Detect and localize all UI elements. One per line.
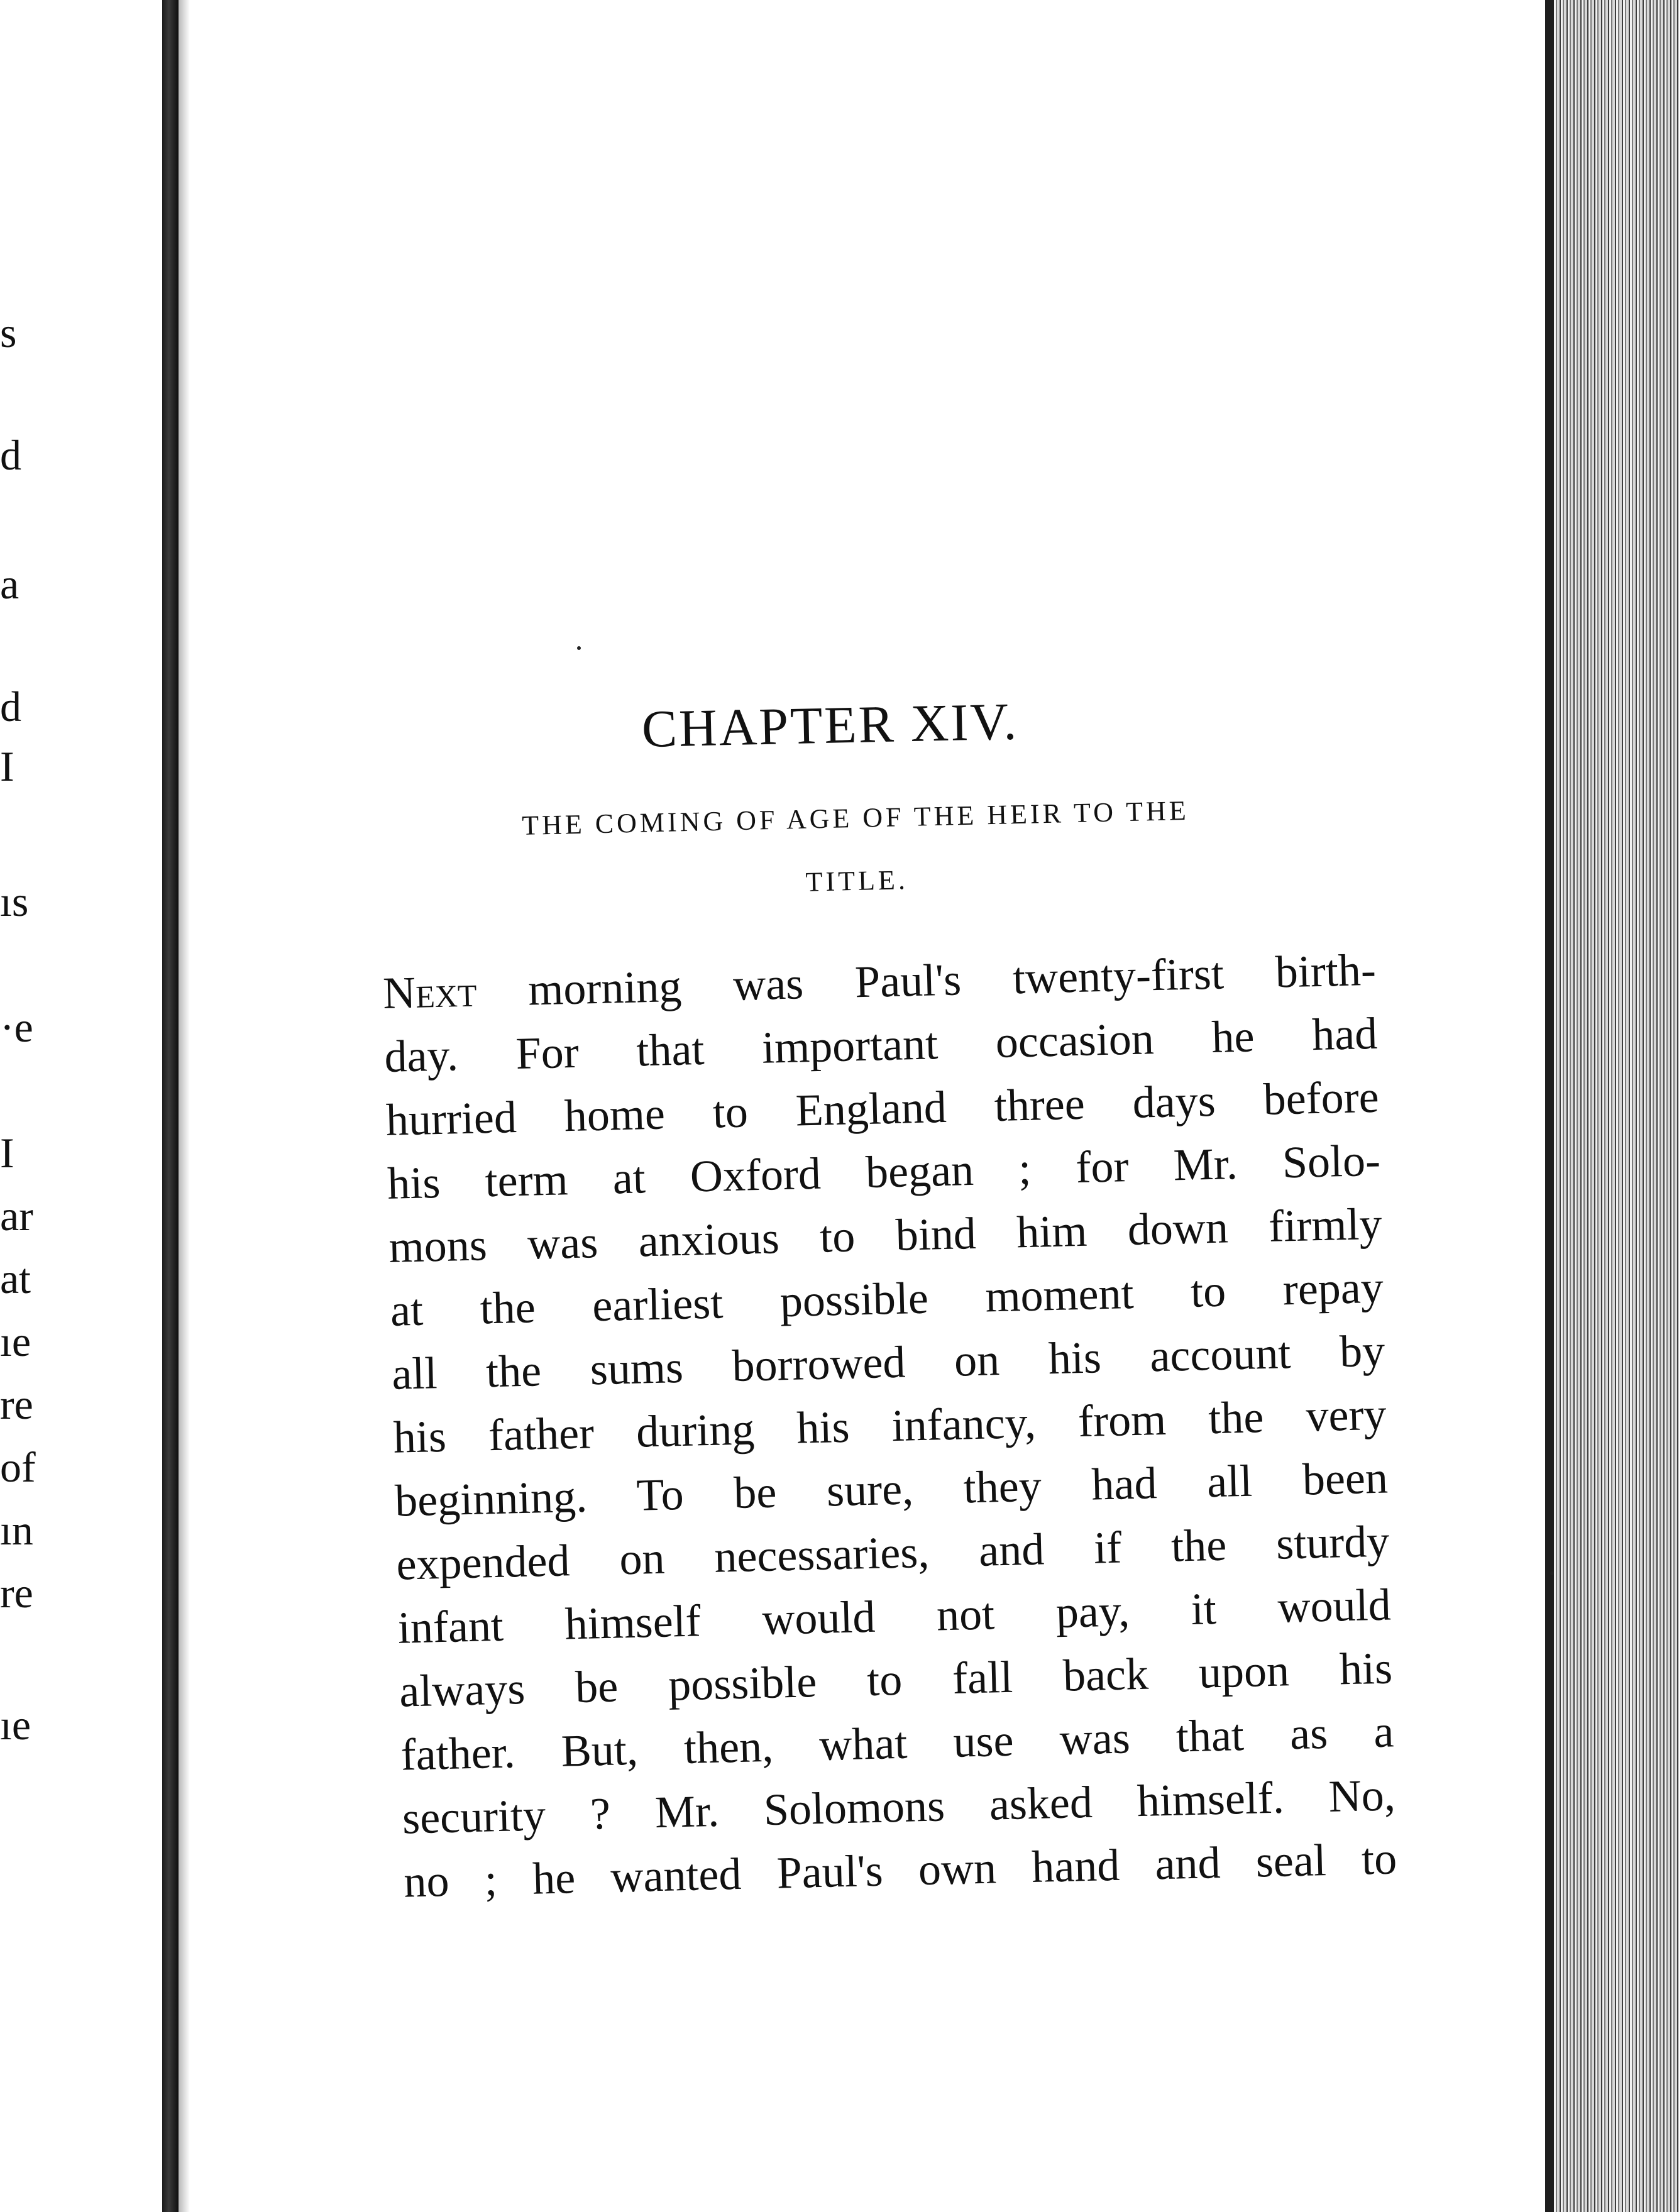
body-line: at the earliest possible moment to repay bbox=[390, 1262, 1384, 1336]
left-page-fragment: re bbox=[0, 1380, 33, 1428]
left-page-fragment: a bbox=[0, 560, 19, 608]
body-line: no ; he wanted Paul's own hand and seal to bbox=[403, 1833, 1397, 1907]
left-page-fragment: at bbox=[0, 1255, 31, 1302]
left-page-fragment: ıs bbox=[0, 878, 29, 925]
left-page-fragment: of bbox=[0, 1443, 36, 1491]
left-page-fragment: ıe bbox=[0, 1701, 31, 1749]
left-page-fragment: d bbox=[0, 683, 21, 730]
body-text bbox=[382, 938, 1397, 1914]
left-page-fragment: I bbox=[0, 1129, 14, 1177]
left-facing-page bbox=[0, 0, 163, 2212]
body-line: infant himself would not pay, it would bbox=[397, 1579, 1392, 1653]
gutter-shadow bbox=[179, 0, 190, 2212]
chapter-subtitle-line: THE COMING OF AGE OF THE HEIR TO THE bbox=[521, 795, 1190, 841]
chapter-subtitle bbox=[409, 777, 1304, 923]
body-line: expended on necessaries, and if the sturdy bbox=[395, 1516, 1390, 1590]
body-line: father. But, then, what use was that as a bbox=[400, 1706, 1395, 1780]
book-page-edges bbox=[1554, 0, 1679, 2212]
body-line: always be possible to fall back upon his bbox=[399, 1642, 1393, 1717]
left-page-fragment: I bbox=[0, 742, 14, 790]
left-page-fragment: d bbox=[0, 431, 21, 479]
left-page-fragment: ·e bbox=[0, 1003, 33, 1051]
book-gutter bbox=[162, 0, 179, 2212]
left-page-fragment: s bbox=[0, 309, 17, 356]
body-line: security ? Mr. Solomons asked himself. No, bbox=[402, 1769, 1396, 1844]
chapter-title: CHAPTER XIV. bbox=[641, 692, 1020, 759]
left-page-fragment: ın bbox=[0, 1506, 33, 1554]
left-page-fragment: re bbox=[0, 1569, 33, 1617]
body-line: day. For that important occasion he had bbox=[383, 1008, 1379, 1082]
body-line: mons was anxious to bind him down firmly bbox=[388, 1198, 1383, 1272]
print-speck bbox=[1550, 1571, 1554, 1575]
body-line: hurried home to England three days before bbox=[385, 1071, 1380, 1145]
body-line: all the sums borrowed on his account by bbox=[391, 1325, 1385, 1399]
body-line-rest: morning was Paul's twenty-first birth- bbox=[476, 944, 1377, 1016]
lead-word: Next bbox=[382, 966, 478, 1018]
body-line: beginning. To be sure, they had all been bbox=[394, 1452, 1389, 1526]
chapter-subtitle-line: TITLE. bbox=[805, 864, 909, 898]
left-page-fragment: ıe bbox=[0, 1318, 31, 1365]
body-line: his term at Oxford began ; for Mr. Solo- bbox=[387, 1135, 1381, 1209]
left-page-fragment: ar bbox=[0, 1192, 33, 1240]
body-line: his father during his infancy, from the very bbox=[392, 1389, 1387, 1463]
print-speck bbox=[577, 646, 581, 650]
